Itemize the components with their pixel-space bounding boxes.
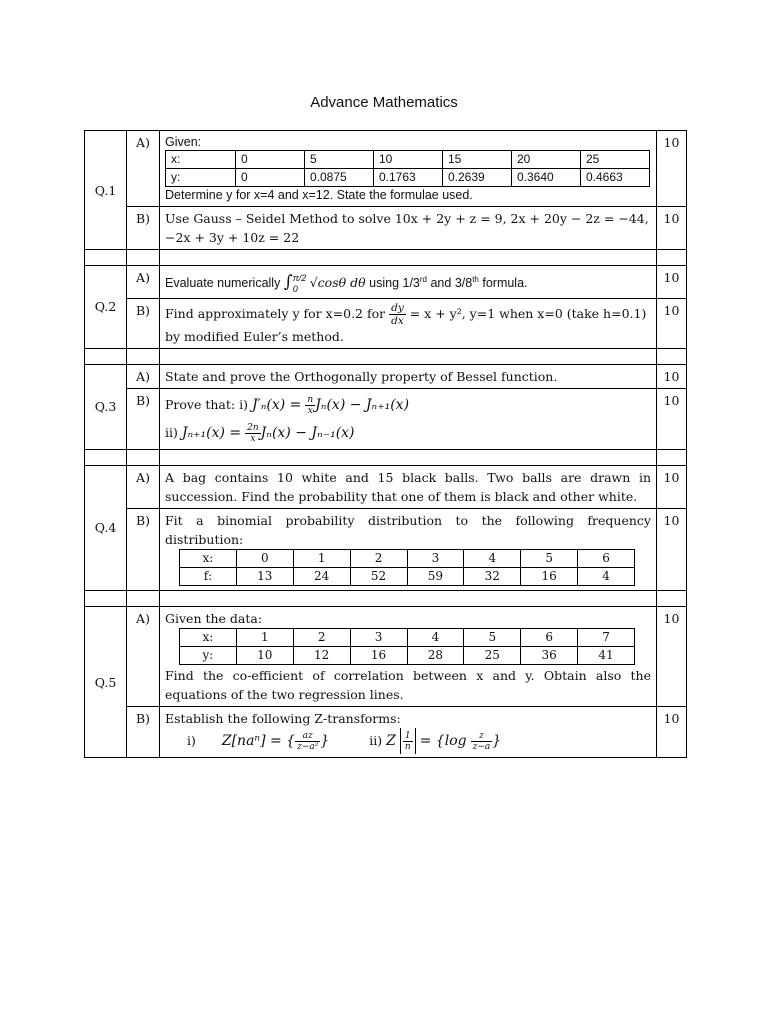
q2-a-th: th	[472, 275, 479, 284]
spacer-row	[85, 449, 687, 465]
q1-a-marks: 10	[657, 131, 687, 207]
q4-b-freq-table	[179, 549, 635, 586]
q3-b-content	[160, 388, 657, 449]
q1-y-cell: 0.3640	[512, 169, 581, 187]
q5-b-transforms	[165, 728, 651, 755]
q4-x-cell: 3	[407, 549, 464, 567]
q5-b-ii-num2: z	[471, 731, 493, 742]
page-title: Advance Mathematics	[310, 94, 458, 111]
q3-b-line1-rhs: Jₙ(x) − Jₙ₊₁(x)	[315, 396, 410, 413]
q2-a-using: using 1/3	[369, 276, 420, 291]
q4-f-row	[180, 567, 635, 585]
spacer-row	[85, 250, 687, 266]
q1-x-cell: 25	[581, 151, 650, 169]
q3-a-marks: 10	[657, 364, 687, 388]
q4-x-cell: 4	[464, 549, 521, 567]
q1-a-content	[160, 131, 657, 207]
q5-b-ii-den: n	[404, 742, 411, 753]
q5-b-i-den: z−a²	[297, 741, 319, 752]
q5-x-cell: 5	[464, 628, 521, 646]
q2-a-and: and 3/8	[430, 276, 473, 291]
q5-y-cell: 36	[521, 646, 578, 664]
q3-number: Q.3	[85, 364, 127, 449]
q1-x-cell: 15	[443, 151, 512, 169]
q3-b-line2	[165, 419, 651, 447]
q3-b-line2-num: 2n	[247, 422, 259, 433]
q5-b-i-label: i)	[187, 732, 196, 748]
q2-a-upper-limit: π/2	[292, 272, 307, 283]
q1-number: Q.1	[85, 131, 127, 250]
q5-y-cell: 28	[407, 646, 464, 664]
q1-y-cell: 0.2639	[443, 169, 512, 187]
q5-x-label: x:	[180, 628, 237, 646]
q4-b-marks: 10	[657, 508, 687, 590]
q4-a-row	[85, 465, 687, 508]
q5-b-part: B)	[127, 706, 160, 758]
q2-a-marks: 10	[657, 266, 687, 299]
q3-b-row	[85, 388, 687, 449]
q4-x-cell: 6	[578, 549, 635, 567]
q5-x-cell: 6	[521, 628, 578, 646]
q5-b-text: Establish the following Z-transforms:	[165, 710, 401, 726]
q5-y-cell: 16	[350, 646, 407, 664]
q2-b-lead: Find approximately y for x=0.2 for	[165, 305, 386, 321]
q5-x-cell: 3	[350, 628, 407, 646]
q5-number: Q.5	[85, 606, 127, 758]
q5-y-cell: 10	[236, 646, 293, 664]
q1-b-part: B)	[127, 207, 160, 250]
q2-a-integrand: √cosθ dθ	[309, 275, 366, 291]
q1-a-task: Determine y for x=4 and x=12. State the formulae used.	[165, 188, 473, 202]
q2-b-content	[160, 298, 657, 348]
q5-b-ii-mid: = {log	[419, 732, 467, 749]
q2-b-dy: dy	[391, 301, 404, 314]
q4-x-cell: 2	[350, 549, 407, 567]
q5-x-cell: 7	[578, 628, 635, 646]
q4-a-text: A bag contains 10 white and 15 black balls. Two balls are drawn in succession. Find the probability that one of them is black and other white.	[160, 465, 657, 508]
q4-f-cell: 16	[521, 567, 578, 585]
q3-a-part: A)	[127, 364, 160, 388]
q4-x-cell: 0	[236, 549, 293, 567]
q4-a-marks: 10	[657, 465, 687, 508]
q2-b-eq: = x + y², y=1 when x=0 (take h=0.1) by modified Euler’s method.	[165, 305, 647, 344]
q5-y-cell: 41	[578, 646, 635, 664]
q5-b-ii-label: ii)	[369, 732, 383, 748]
q1-x-cell: 5	[305, 151, 374, 169]
q5-a-task: Find the co-efficient of correlation between x and y. Obtain also the equations of the two regression lines.	[165, 667, 651, 702]
q2-a-part: A)	[127, 266, 160, 299]
q5-x-cell: 4	[407, 628, 464, 646]
q3-b-line1-num: n	[307, 394, 314, 405]
q1-y-cell: 0.1763	[374, 169, 443, 187]
q1-x-cell: 0	[236, 151, 305, 169]
q1-b-row	[85, 207, 687, 250]
q5-y-cell: 25	[464, 646, 521, 664]
q1-b-marks: 10	[657, 207, 687, 250]
q3-b-line1-lhs: J′ₙ(x) =	[251, 396, 302, 413]
q3-b-marks: 10	[657, 388, 687, 449]
q4-b-part: B)	[127, 508, 160, 590]
q1-x-row	[166, 151, 650, 169]
q4-x-row	[180, 549, 635, 567]
q5-b-marks: 10	[657, 706, 687, 758]
q5-x-row	[180, 628, 635, 646]
q3-b-line1-lead: Prove that: i)	[165, 396, 248, 412]
q4-b-text: Fit a binomial probability distribution to the following frequency distribution:	[165, 512, 651, 547]
q3-b-line1-den: x	[307, 405, 313, 416]
q2-b-dx: dx	[391, 314, 404, 327]
q2-a-tail: formula.	[482, 276, 528, 291]
q5-y-label: y:	[180, 646, 237, 664]
q5-x-cell: 1	[236, 628, 293, 646]
q4-b-content	[160, 508, 657, 590]
question-table	[84, 130, 687, 758]
q5-a-marks: 10	[657, 606, 687, 706]
q1-y-label: y:	[166, 169, 236, 187]
q5-b-row	[85, 706, 687, 758]
q5-b-i-num: az	[295, 731, 320, 742]
q4-f-label: f:	[180, 567, 237, 585]
q5-b-i-lhs: Z[naⁿ] = {	[221, 732, 296, 749]
q1-x-cell: 20	[512, 151, 581, 169]
q1-a-part: A)	[127, 131, 160, 207]
q5-b-ii-num: 1	[403, 731, 413, 742]
q4-x-cell: 1	[293, 549, 350, 567]
q4-x-cell: 5	[521, 549, 578, 567]
q2-a-rd: rd	[419, 275, 427, 284]
q4-f-cell: 32	[464, 567, 521, 585]
q2-number: Q.2	[85, 266, 127, 349]
q5-a-given: Given the data:	[165, 610, 263, 626]
q4-f-cell: 24	[293, 567, 350, 585]
q1-x-label: x:	[166, 151, 236, 169]
spacer-row	[85, 348, 687, 364]
q5-b-ii-close: }	[492, 732, 502, 749]
q2-a-lead: Evaluate numerically	[165, 276, 281, 291]
q4-x-label: x:	[180, 549, 237, 567]
q5-b-content	[160, 706, 657, 758]
q5-a-content	[160, 606, 657, 706]
q3-b-line2-lead: ii)	[165, 424, 178, 440]
q2-a-row	[85, 266, 687, 299]
q1-y-cell: 0.4663	[581, 169, 650, 187]
q5-a-part: A)	[127, 606, 160, 706]
q1-b-text: Use Gauss – Seidel Method to solve 10x + 2y + z = 9, 2x + 20y − 2z = −44, −2x + 3y + 10z = 22	[160, 207, 657, 250]
q1-x-cell: 10	[374, 151, 443, 169]
q3-a-row	[85, 364, 687, 388]
q4-a-part: A)	[127, 465, 160, 508]
q5-b-ii-den2: z−a	[472, 741, 491, 752]
q3-b-line1	[165, 391, 651, 419]
q4-f-cell: 4	[578, 567, 635, 585]
q2-b-row	[85, 298, 687, 348]
q1-y-row	[166, 169, 650, 187]
q4-f-cell: 52	[350, 567, 407, 585]
q5-x-cell: 2	[293, 628, 350, 646]
q2-a-lower-limit: 0	[292, 283, 298, 294]
q2-b-part: B)	[127, 298, 160, 348]
q4-number: Q.4	[85, 465, 127, 590]
q5-a-row	[85, 606, 687, 706]
spacer-row	[85, 590, 687, 606]
q5-b-i-close: }	[320, 732, 330, 749]
q1-a-given: Given:	[165, 135, 202, 149]
q5-y-row	[180, 646, 635, 664]
q2-b-marks: 10	[657, 298, 687, 348]
q4-f-cell: 13	[236, 567, 293, 585]
q5-y-cell: 12	[293, 646, 350, 664]
integral-sign: ∫	[283, 272, 293, 293]
q2-a-content	[160, 266, 657, 299]
q3-b-line2-lhs: Jₙ₊₁(x) =	[181, 424, 242, 441]
q5-b-ii-z: Z	[386, 732, 396, 749]
q4-f-cell: 59	[407, 567, 464, 585]
q1-a-row	[85, 131, 687, 207]
q3-b-part: B)	[127, 388, 160, 449]
q3-b-line2-den: x	[250, 433, 256, 444]
q1-y-cell: 0	[236, 169, 305, 187]
q4-b-row	[85, 508, 687, 590]
q3-a-text: State and prove the Orthogonally property of Bessel function.	[160, 364, 657, 388]
q3-b-line2-rhs: Jₙ(x) − Jₙ₋₁(x)	[260, 424, 355, 441]
q1-a-data-table	[165, 150, 650, 187]
q1-y-cell: 0.0875	[305, 169, 374, 187]
q5-a-data-table	[179, 628, 635, 665]
